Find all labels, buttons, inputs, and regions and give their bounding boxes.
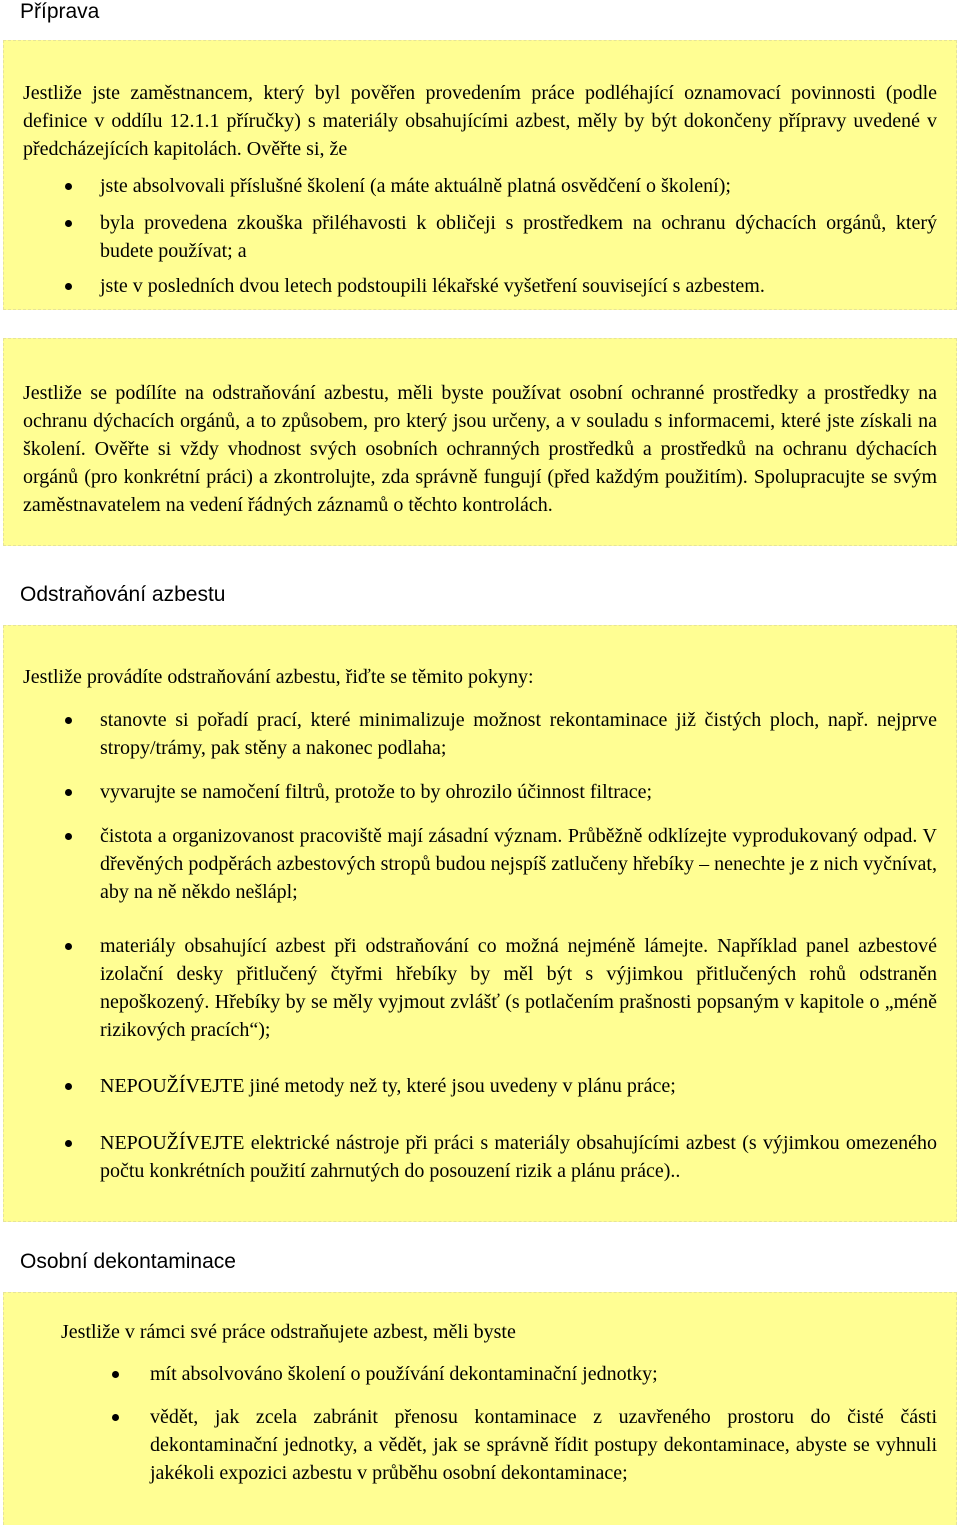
bullet-icon (65, 1083, 72, 1090)
list-item: vědět, jak zcela zabránit přenosu kontaminace z uzavřeného prostoru do čisté části dekontaminační jednotky, a vědět, jak se správně řídit postupy dekontaminace, abyste se vyhnuli jakékoli expozici azbestu v průběhu osobní dekontaminace; (150, 1406, 937, 1484)
bullet-icon (65, 183, 72, 190)
bullet-icon (65, 789, 72, 796)
info-box-decontamination (3, 1292, 957, 1525)
paragraph-intro: Jestliže jste zaměstnancem, který byl pověřen provedením práce podléhající oznamovací povinnosti (podle definice v oddílu 12.1.1 příručky) s materiály obsahujícími azbest, měly by být dokončeny přípravy uvedené v předcházejících kapitolách. Ověřte si, že (23, 82, 937, 160)
bullet-icon (112, 1371, 119, 1378)
list-item: materiály obsahující azbest při odstraňování co možná nejméně lámejte. Například panel azbestové izolační desky přitlučený čtyřmi hřebíky by měl být s výjimkou přitlučených rohů odstraněn nepoškozený. Hřebíky by se měly vyjmout zvlášť (s potlačením prašnosti popsaným v kapitole o „méně rizikových pracích“); (100, 935, 937, 1041)
bullet-icon (65, 1140, 72, 1147)
paragraph-ppe: Jestliže se podílíte na odstraňování azbestu, měli byste používat osobní ochranné prostředky a prostředky na ochranu dýchacích orgánů, a to způsobem, pro který jsou určeny, a v souladu s informacemi, které jste získali na školení. Ověřte si vždy vhodnost svých osobních ochranných prostředků a prostředků na ochranu dýchacích orgánů (pro konkrétní práci) a zkontrolujte, zda správně fungují (před každým použitím). Spolupracujte se svým zaměstnavatelem na vedení řádných záznamů o těchto kontrolách. (23, 382, 937, 516)
bullet-icon (65, 220, 72, 227)
section-title-dekontaminace: Osobní dekontaminace (20, 1250, 236, 1273)
section-title-priprava: Příprava (20, 0, 100, 23)
list-item: mít absolvováno školení o používání dekontaminační jednotky; (150, 1363, 658, 1385)
bullet-icon (65, 283, 72, 290)
bullet-icon (65, 717, 72, 724)
bullet-icon (112, 1414, 119, 1421)
list-item: NEPOUŽÍVEJTE elektrické nástroje při práci s materiály obsahujícími azbest (s výjimkou omezeného počtu konkrétních použití zahrnutých do posouzení rizik a plánu práce).. (100, 1132, 937, 1182)
list-item: jste v posledních dvou letech podstoupili lékařské vyšetření související s azbestem. (100, 275, 765, 297)
paragraph-intro: Jestliže provádíte odstraňování azbestu, řiďte se těmito pokyny: (23, 666, 534, 688)
info-box-removal (3, 625, 957, 1222)
paragraph-intro: Jestliže v rámci své práce odstraňujete azbest, měli byste (61, 1321, 516, 1343)
info-box-ppe (3, 338, 957, 546)
list-item: jste absolvovali příslušné školení (a máte aktuálně platná osvědčení o školení); (100, 175, 731, 197)
bullet-icon (65, 943, 72, 950)
list-item: čistota a organizovanost pracoviště mají zásadní význam. Průběžně odklízejte vyprodukovaný odpad. V dřevěných podpěrách azbestových stropů budou nejspíš zatlučeny hřebíky – nenechte je z nich vyčnívat, aby na ně někdo nešlápl; (100, 825, 937, 903)
list-item: NEPOUŽÍVEJTE jiné metody než ty, které jsou uvedeny v plánu práce; (100, 1075, 676, 1097)
list-item: byla provedena zkouška přiléhavosti k obličeji s prostředkem na ochranu dýchacích orgánů, který budete používat; a (100, 212, 937, 262)
bullet-icon (65, 833, 72, 840)
info-box-preparation (3, 40, 957, 310)
list-item: stanovte si pořadí prací, které minimalizuje možnost rekontaminace již čistých ploch, např. nejprve stropy/trámy, pak stěny a nakonec podlaha; (100, 709, 937, 759)
section-title-odstranovani: Odstraňování azbestu (20, 583, 226, 606)
list-item: vyvarujte se namočení filtrů, protože to by ohrozilo účinnost filtrace; (100, 781, 653, 803)
